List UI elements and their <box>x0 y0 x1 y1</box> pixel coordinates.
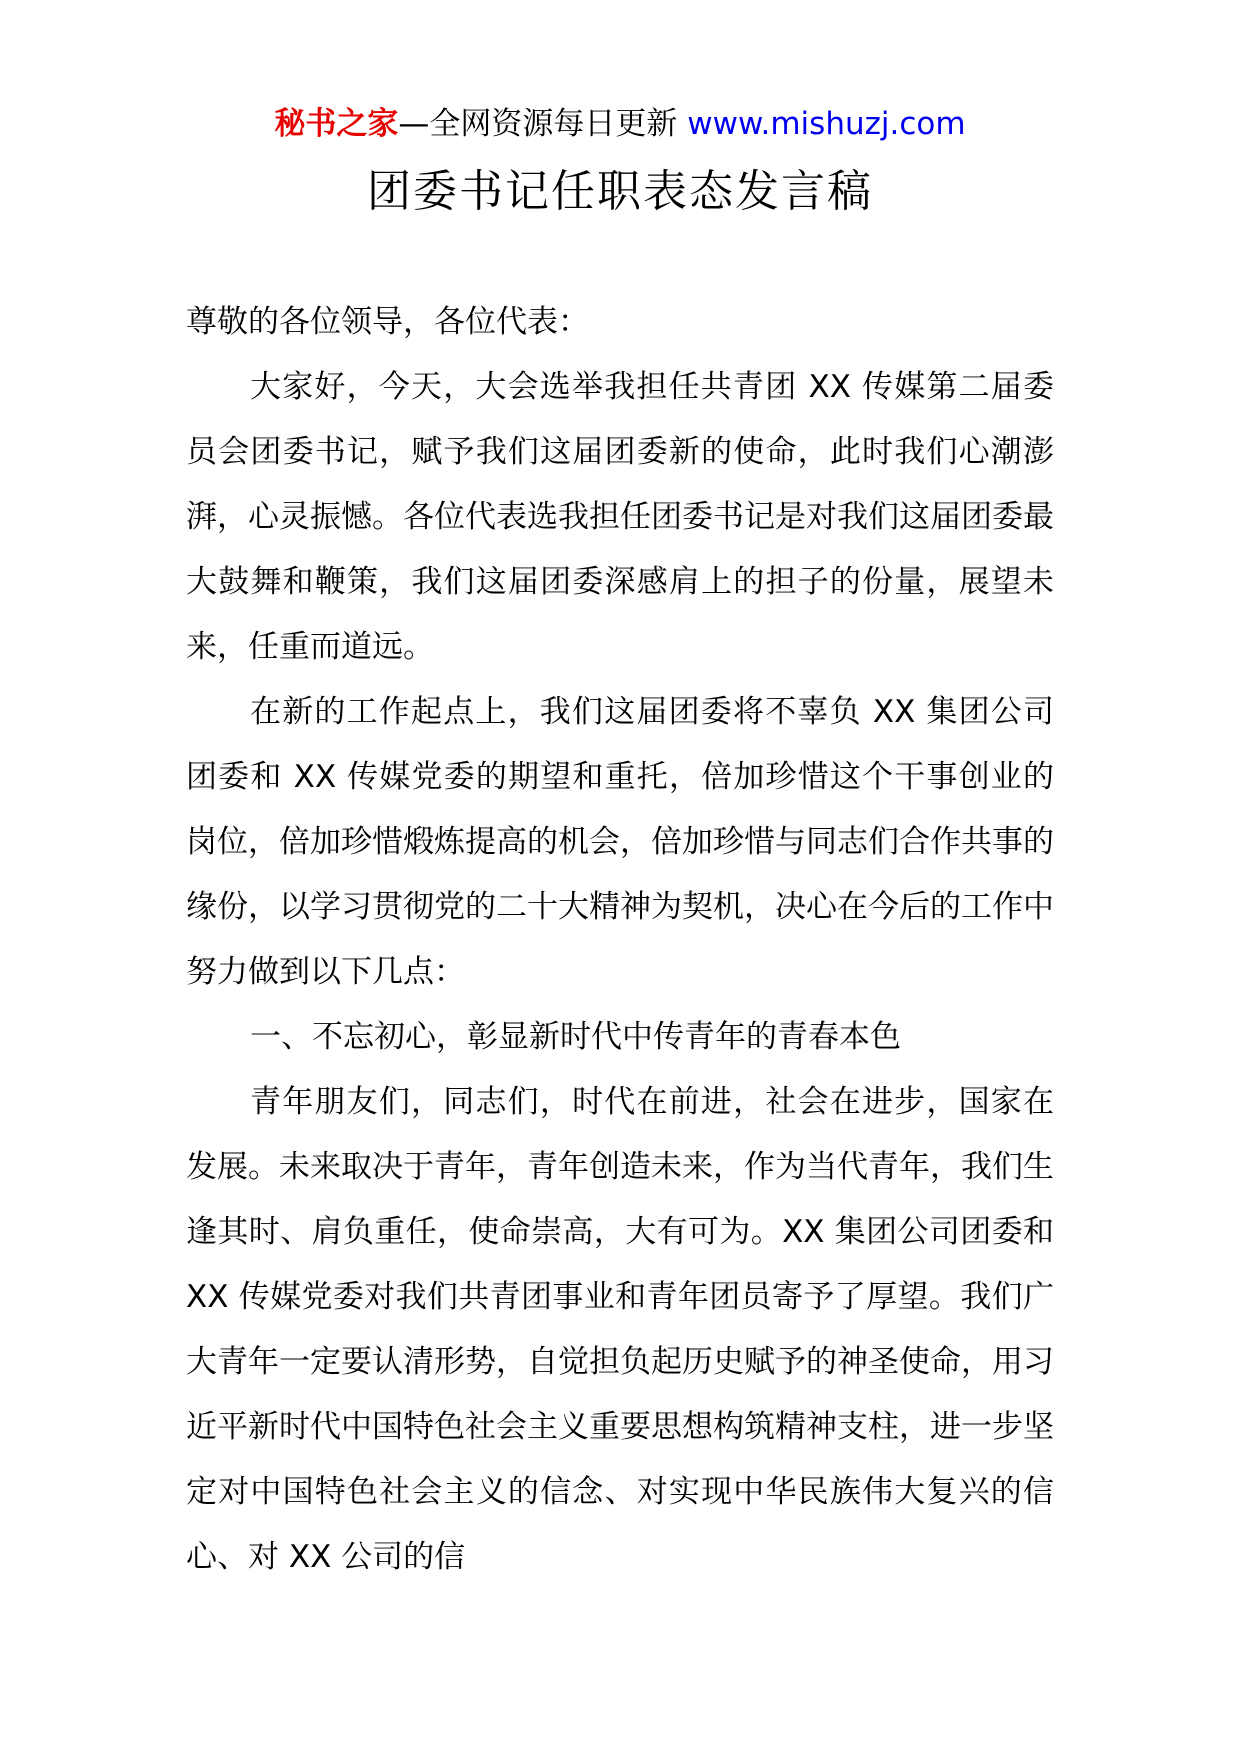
section-heading: 一、不忘初心，彰显新时代中传青年的青春本色 <box>250 1019 901 1055</box>
site-url-link[interactable]: www.mishuzj.com <box>687 106 966 142</box>
document-title: 团委书记任职表态发言稿 <box>367 166 873 217</box>
document-body <box>186 290 1054 1590</box>
paragraph-2: 在新的工作起点上，我们这届团委将不辜负 XX 集团公司团委和 XX 传媒党委的期望和重托，倍加珍惜这个干事创业的岗位，倍加珍惜煅炼提高的机会，倍加珍惜与同志们合作共事的缘份，以学习贯彻党的二十大精神为契机，决心在今后的工作中努力做到以下几点： <box>186 694 1054 990</box>
paragraph-1: 大家好，今天，大会选举我担任共青团 XX 传媒第二届委员会团委书记，赋予我们这届团委新的使命，此时我们心潮澎湃，心灵振憾。各位代表选我担任团委书记是对我们这届团委最大鼓舞和鞭策，我们这届团委深感肩上的担子的份量，展望未来，任重而道远。 <box>186 369 1054 665</box>
site-brand: 秘书之家 <box>274 106 399 142</box>
site-slogan: —全网资源每日更新 <box>398 106 688 142</box>
site-header <box>0 100 1240 148</box>
salutation: 尊敬的各位领导，各位代表： <box>186 304 589 340</box>
section-paragraph: 青年朋友们，同志们，时代在前进，社会在进步，国家在发展。未来取决于青年，青年创造未来，作为当代青年，我们生逢其时、肩负重任，使命崇高，大有可为。XX 集团公司团委和 XX 传媒党委对我们共青团事业和青年团员寄予了厚望。我们广大青年一定要认清形势，自觉担负起历史赋予的神圣使命，用习近平新时代中国特色社会主义重要思想构筑精神支柱，进一步坚定对中国特色社会主义的信念、对实现中华民族伟大复兴的信心、对 XX 公司的信 <box>186 1084 1054 1575</box>
